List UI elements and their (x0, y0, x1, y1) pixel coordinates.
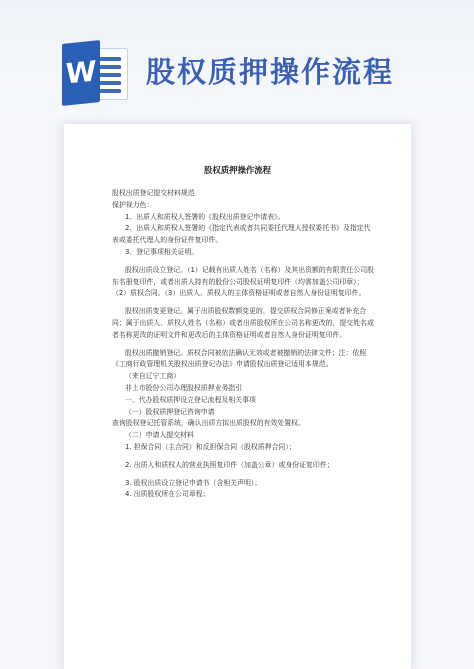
word-icon-letter: W (62, 40, 100, 106)
paragraph-subsection-2: （二）申请人提交材料 (125, 431, 194, 440)
paragraph-item-2: 2、出质人和质权人签署的《指定代表或者共同委托代理人授权委托书》及指定代表或委托代理人的身份证件复印件。 (112, 224, 371, 245)
paragraph-setup-registration: 股权出质设立登记。（1）记载有出质人姓名（名称）及其出资额的有限责任公司股东名册复印件，或者出质人持有的股份公司股权证明复印件（均需加盖公司印章）；（2）质权合同。（3）出质人、质权人的主体资格证明或者自然人身份证明复印件。 (112, 265, 374, 298)
paragraph-material-spec: 股权出质登记提交材料规范 (112, 189, 195, 197)
paragraph-material-4: 4. 出质股权所在公司章程； (125, 490, 210, 499)
document-title: 股权质押操作流程 (204, 165, 271, 175)
paragraph-change-registration: 股权出质变更登记。属于出质股权数额变更的，提交质权合同修正案或者补充合同；属于出质人、质权人姓名（名称）或者出质股权所在公司名称更改的，提交姓名或者名称更改的证明文件和更改后的主体资格证明或者自然人身份证明复印件。 (112, 307, 374, 339)
paragraph-guide-title: 非上市股份公司办理股权质押业务指引 (125, 383, 243, 392)
paragraph-material-1: 1. 担保合同（主合同）和反担保合同（股权质押合同）； (125, 442, 296, 451)
banner (0, 0, 474, 118)
paragraph-item-1: 1、出质人和质权人签署的《股权出质登记申请表》。 (125, 212, 285, 221)
paragraph-eye-color: 保护视力色： (112, 200, 154, 209)
banner-title: 股权质押操作流程 (146, 55, 395, 89)
word-icon (62, 42, 128, 104)
paragraph-cancel-registration: 股权出质撤销登记。质权合同被依法确认无效或者被撤销的法律文件；注：依照《工商行政管理机关股权出质登记办法》申请股权出质登记适用本规范。 (112, 348, 367, 369)
paragraph-material-3: 3. 股权出质设立登记申请书（含相关声明）； (125, 478, 262, 487)
document-page (64, 124, 411, 669)
paragraph-section-1: 一、代办股权质押设立登记流程及相关事项 (125, 395, 256, 404)
paragraph-query: 查询股权登记托管系统，确认出质方拟出质股权的有效处置权。 (112, 419, 305, 428)
paragraph-item-3: 3、登记事项相关证明。 (125, 247, 199, 256)
document-body (112, 188, 374, 501)
paragraph-source: （来自辽宁工商） (125, 372, 181, 381)
paragraph-material-2: 2. 出质人和质权人的营业执照复印件（加盖公章）或身份证复印件； (125, 460, 334, 469)
paragraph-subsection-1: （一）股权质押登记咨询申请 (125, 407, 215, 416)
